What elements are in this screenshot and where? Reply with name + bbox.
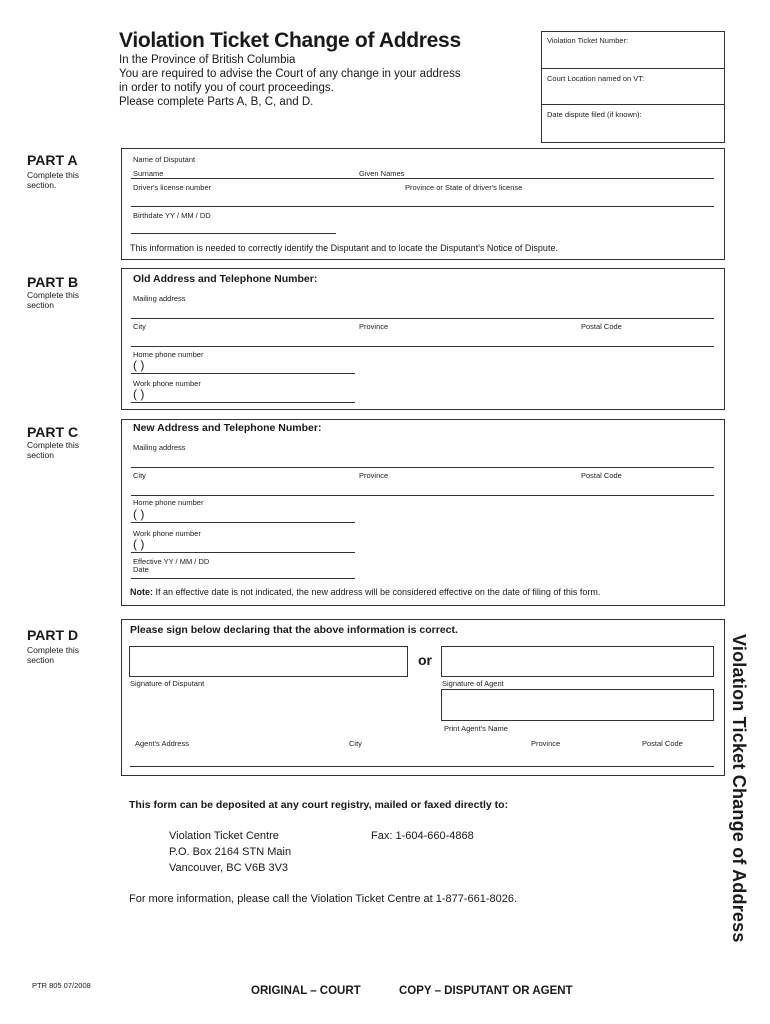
- part-c-label: PART C: [27, 424, 79, 440]
- city-label: City: [349, 739, 362, 748]
- drivers-license-label: Driver's license number: [133, 183, 212, 192]
- signature-agent-label: Signature of Agent: [442, 679, 504, 688]
- signature-agent-field[interactable]: [441, 646, 714, 677]
- part-d-instruction: Complete this section: [27, 645, 79, 665]
- effective-date-label: Effective YY / MM / DD: [133, 557, 210, 566]
- postal-code-label: Postal Code: [581, 471, 622, 480]
- new-mailing-address-input[interactable]: [130, 452, 713, 466]
- city-label: City: [133, 471, 146, 480]
- part-c-heading: New Address and Telephone Number:: [133, 422, 322, 434]
- instruction-line-2: in order to notify you of court proceedings.: [119, 82, 334, 94]
- birthdate-input[interactable]: [130, 220, 335, 232]
- home-phone-label: Home phone number: [133, 498, 204, 507]
- birthdate-label: Birthdate YY / MM / DD: [133, 211, 211, 220]
- agent-address-label: Agent's Address: [135, 739, 189, 748]
- court-location-label: Court Location named on VT:: [547, 74, 645, 83]
- province-label: Province: [359, 471, 389, 480]
- form-code: PTR 805 07/2008: [32, 981, 91, 990]
- postal-code-label: Postal Code: [642, 739, 683, 748]
- province-line: In the Province of British Columbia: [119, 54, 296, 66]
- province-label: Province: [531, 739, 561, 748]
- po-box: P.O. Box 2164 STN Main: [169, 846, 292, 858]
- new-city-province-postal-input[interactable]: [130, 480, 713, 494]
- birthdate-line: [131, 233, 336, 234]
- or-label: or: [418, 652, 432, 668]
- old-mailing-address-input[interactable]: [130, 302, 713, 316]
- ticket-number-label: Violation Ticket Number:: [547, 36, 629, 45]
- date-dispute-label: Date dispute filed (if known):: [547, 110, 642, 119]
- surname-label: Surname: [133, 169, 164, 178]
- drivers-license-input[interactable]: [130, 192, 713, 206]
- part-b-heading: Old Address and Telephone Number:: [133, 273, 318, 285]
- given-names-label: Given Names: [359, 169, 405, 178]
- effective-date-input[interactable]: [130, 565, 354, 577]
- work-phone-area: ( ): [133, 387, 145, 401]
- new-work-phone-input[interactable]: [130, 536, 354, 551]
- form-title: Violation Ticket Change of Address: [119, 29, 461, 52]
- work-phone-line: [131, 552, 355, 553]
- deposit-heading: This form can be deposited at any court registry, mailed or faxed directly to:: [129, 799, 509, 811]
- part-b-label: PART B: [27, 274, 79, 290]
- old-work-phone-input[interactable]: [130, 386, 354, 401]
- name-of-disputant-label: Name of Disputant: [133, 155, 196, 164]
- signature-disputant-label: Signature of Disputant: [130, 679, 205, 688]
- part-a-label: PART A: [27, 152, 78, 168]
- note-text: If an effective date is not indicated, the new address will be considered effective on the date of filing of this form.: [153, 587, 601, 597]
- home-phone-area: ( ): [133, 507, 145, 521]
- mailing-address-label: Mailing address: [133, 294, 186, 303]
- city-label: City: [133, 322, 146, 331]
- part-c-instruction: Complete this section: [27, 440, 79, 460]
- part-d-label: PART D: [27, 627, 79, 643]
- work-phone-label: Work phone number: [133, 379, 201, 388]
- copy-disputant-agent: COPY – DISPUTANT OR AGENT: [399, 985, 573, 997]
- note-bold: Note:: [130, 587, 153, 597]
- postal-code-label: Postal Code: [581, 322, 622, 331]
- work-phone-line: [131, 402, 355, 403]
- instruction-line-3: Please complete Parts A, B, C, and D.: [119, 96, 314, 108]
- original-court: ORIGINAL – COURT: [251, 985, 361, 997]
- mailing-line: [131, 318, 714, 319]
- home-phone-line: [131, 522, 355, 523]
- effective-date-label-2: Date: [133, 565, 149, 574]
- home-phone-label: Home phone number: [133, 350, 204, 359]
- info-line: For more information, please call the Violation Ticket Centre at 1-877-661-8026.: [129, 893, 518, 905]
- signature-disputant-field[interactable]: [129, 646, 408, 677]
- mailing-address-label: Mailing address: [133, 443, 186, 452]
- mailing-address-block: [169, 828, 291, 876]
- print-agent-name-field[interactable]: [441, 689, 714, 721]
- court-location-field[interactable]: [541, 67, 725, 103]
- new-home-phone-input[interactable]: [130, 506, 354, 521]
- part-c-note: [130, 587, 600, 597]
- city-line: [131, 495, 714, 496]
- side-title: Violation Ticket Change of Address: [729, 634, 749, 943]
- mailing-line: [131, 467, 714, 468]
- city-postal: Vancouver, BC V6B 3V3: [169, 862, 289, 874]
- home-phone-line: [131, 373, 355, 374]
- part-a-instruction: Complete this section.: [27, 170, 79, 190]
- fax-number: Fax: 1-604-660-4868: [371, 830, 474, 842]
- intro-text: [119, 53, 461, 109]
- ticket-number-field[interactable]: [541, 31, 725, 67]
- city-line: [131, 346, 714, 347]
- agent-address-line: [130, 766, 714, 767]
- work-phone-label: Work phone number: [133, 529, 201, 538]
- part-b-instruction: Complete this section: [27, 290, 79, 310]
- effective-date-line: [131, 578, 355, 579]
- work-phone-area: ( ): [133, 537, 145, 551]
- part-d-heading: Please sign below declaring that the above information is correct.: [130, 624, 458, 636]
- province-license-label: Province or State of driver's license: [405, 183, 523, 192]
- centre-name: Violation Ticket Centre: [169, 830, 279, 842]
- print-agent-name-label: Print Agent's Name: [444, 724, 508, 733]
- license-line: [131, 206, 714, 207]
- part-a-note: This information is needed to correctly identify the Disputant and to locate the Disputant's Notice of Dispute.: [130, 243, 558, 253]
- agent-address-input[interactable]: [130, 750, 714, 764]
- name-input[interactable]: [130, 178, 713, 190]
- date-dispute-field[interactable]: [541, 103, 725, 143]
- old-home-phone-input[interactable]: [130, 357, 354, 372]
- old-city-province-postal-input[interactable]: [130, 330, 713, 344]
- province-label: Province: [359, 322, 389, 331]
- instruction-line-1: You are required to advise the Court of any change in your address: [119, 68, 461, 80]
- home-phone-area: ( ): [133, 358, 145, 372]
